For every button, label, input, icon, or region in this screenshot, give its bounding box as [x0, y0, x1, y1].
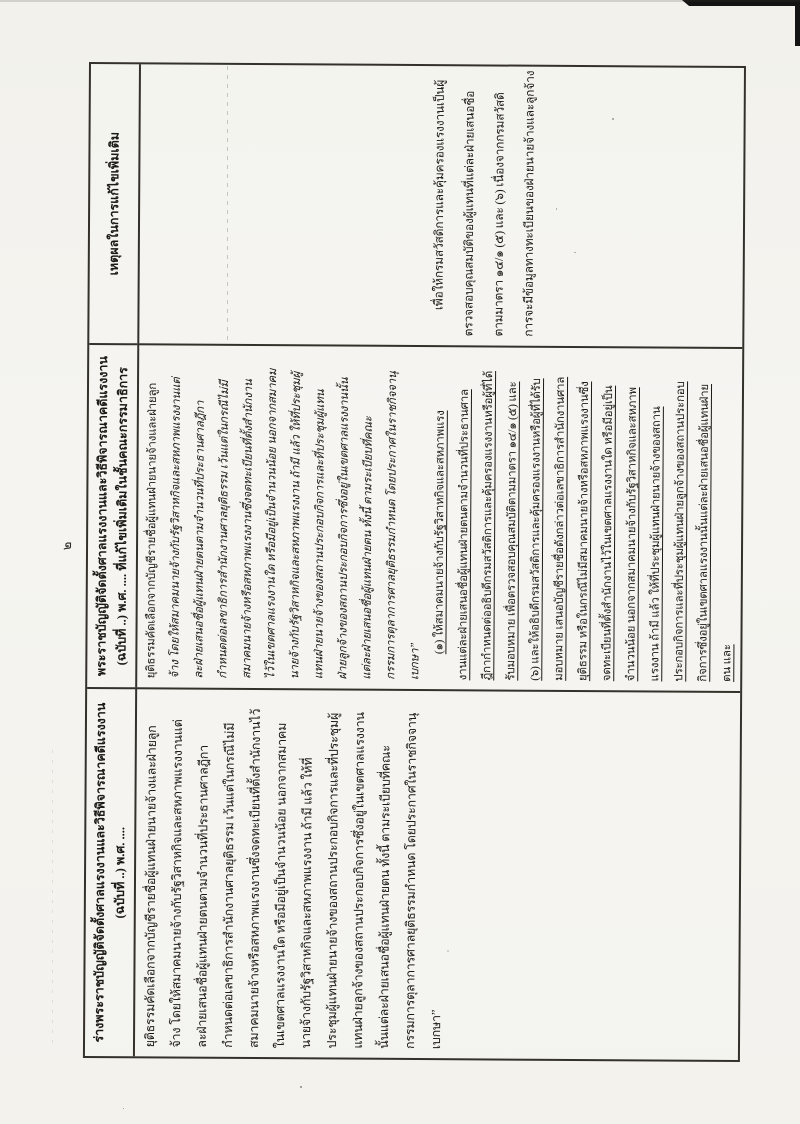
header-act-amended-by-committee: [87, 343, 137, 687]
rotated-content: [59, 62, 746, 1060]
text-line: (๑) ให้สมาคมนายจ้างกับรัฐวิสาหกิจและสหภาพแรง: [433, 410, 447, 655]
header-line: พระราชบัญญัติจัดตั้งศาลแรงงานและวิธีพิจารณาคดีแรงงาน: [94, 356, 111, 677]
scan-edge-artifact: [795, 0, 800, 46]
text-line: สมาคมนายจ้างหรือสหภาพแรงงานซึ่งจดทะเบียนที่ตั้งสำนักงานไว้: [246, 708, 264, 1049]
text-line: นายจ้างกับรัฐวิสาหกิจและสหภาพแรงงาน ถ้ามี แล้ว ให้ที่: [298, 757, 315, 1049]
text-line: กรรมการตุลาการศาลยุติธรรมกำหนด โดยประกาศในราชกิจจานุ: [402, 712, 420, 1050]
text-line: ตรวจสอบคุณสมบัติของผู้แทนที่แต่ละฝ่ายเสนอชื่อ: [461, 90, 477, 337]
header-amendment-reason: [89, 64, 139, 343]
text-line: ไว้ในเขตศาลแรงงานใด หรือมีอยู่เป็นจำนวนน้อย นอกจากสมาคม: [265, 368, 280, 680]
text-line: (๖) และให้อธิบดีกรมสวัสดิการและคุ้มครองแรงงานหรือผู้ที่ได้รับ: [529, 378, 544, 681]
text-line: จดทะเบียนที่ตั้งสำนักงานไว้ในเขตศาลแรงงานใด หรือมีอยู่เป็น: [601, 385, 616, 682]
scan-speck: [300, 1086, 302, 1088]
text-line: กิจการซึ่งอยู่ในเขตศาลแรงงานนั้นแต่ละฝ่ายเสนอชื่อผู้แทนฝ่าย: [697, 383, 712, 682]
text-line: ฝ่ายลูกจ้างของสถานประกอบกิจการซึ่งอยู่ในเขตศาลแรงงานนั้น: [337, 377, 352, 680]
text-line: จำนวนน้อย นอกจากสมาคมนายจ้างกับรัฐวิสาหกิจและสหภาพ: [625, 387, 640, 682]
header-line: (ฉบับที่ ..) พ.ศ. .... ที่แก้ไขเพิ่มเติมในชั้นคณะกรรมาธิการ: [114, 367, 131, 666]
amendment-reason-body-text: [139, 64, 545, 345]
text-line: ยุติธรรมคัดเลือกจากบัญชีรายชื่อผู้แทนฝ่ายนายจ้างและฝ่ายลูก: [142, 725, 159, 1048]
text-line: กำหนดต่อเลขาธิการสำนักงานศาลยุติธรรม เว้นแต่ในกรณีไม่มี: [217, 380, 232, 679]
readable-landscape-page: [59, 62, 746, 1062]
cell-act-amended-by-committee: [135, 343, 742, 691]
text-line: จ้าง โดยให้สมาคมนายจ้างกับรัฐวิสาหกิจและสหภาพแรงงานแต่: [169, 377, 184, 679]
text-line: จ้าง โดยให้สมาคมนายจ้างกับรัฐวิสาหกิจและสหภาพแรงงานแต่: [168, 719, 185, 1048]
text-line: ละฝ่ายเสนอชื่อผู้แทนฝ่ายตนตามจำนวนที่ประธานศาลฎีกา: [193, 400, 207, 679]
text-line: รับมอบหมาย เพื่อตรวจสอบคุณสมบัติตามมาตรา ๑๔/๑ (๕) และ: [505, 381, 520, 681]
header-draft-act: [85, 687, 135, 1056]
text-line: ฎีกากำหนดต่ออธิบดีกรมสวัสดิการและคุ้มครองแรงงานหรือผู้ที่ได้: [481, 370, 496, 681]
text-line: แทนฝ่ายนายจ้างของสถานประกอบกิจการและที่ประชุมผู้แทน: [313, 389, 328, 680]
text-line: งานแต่ละฝ่ายเสนอชื่อผู้แทนฝ่ายตนตามจำนวนที่ประธานศาล: [457, 389, 472, 681]
text-line: ประชุมผู้แทนฝ่ายนายจ้างของสถานประกอบกิจการและที่ประชุมผู้: [324, 712, 342, 1049]
text-line: ตามมาตรา ๑๔/๑ (๕) และ (๖) เนื่องจากกรมสวัสดิ: [491, 92, 507, 337]
text-line: มอบหมาย เสนอบัญชีรายชื่อดังกล่าวต่อเลขาธิการสำนักงานศาล: [553, 376, 568, 681]
text-line: แรงงาน ถ้ามี แล้ว ให้ที่ประชุมผู้แทนฝ่ายนายจ้างของสถาน: [649, 406, 663, 682]
text-line: กรรมการตุลาการศาลยุติธรรมกำหนด โดยประกาศในราชกิจจานุ: [385, 371, 400, 680]
text-line: เบกษา”: [428, 1009, 444, 1050]
text-line: แทนฝ่ายลูกจ้างของสถานประกอบกิจการซึ่งอยู่ในเขตศาลแรงงาน: [350, 712, 368, 1049]
draft-act-body-text: [135, 689, 451, 1058]
text-line: ยุติธรรม หรือในกรณีไม่มีสมาคมนายจ้างหรือสหภาพแรงงานซึ่ง: [577, 381, 592, 682]
committee-amended-body-text: [137, 345, 741, 691]
text-line: ยุติธรรมคัดเลือกจากบัญชีรายชื่อผู้แทนฝ่ายนายจ้างและฝ่ายลูก: [145, 382, 160, 679]
text-line: ละฝ่ายเสนอชื่อผู้แทนฝ่ายตนตามจำนวนที่ประธานศาลฎีกา: [194, 744, 211, 1048]
text-line: แต่ละฝ่ายเสนอชื่อผู้แทนฝ่ายตน ทั้งนี้ ตามระเบียบที่คณะ: [361, 416, 375, 680]
scan-speck: [123, 1108, 124, 1109]
paper-crease: [52, 750, 53, 1050]
cell-draft-act: [133, 687, 740, 1060]
text-line: สมาคมนายจ้างหรือสหภาพแรงงานซึ่งจดทะเบียนที่ตั้งสำนักงาน: [241, 379, 256, 680]
page-number: ๒: [59, 541, 75, 551]
text-line: ประกอบกิจการและที่ประชุมผู้แทนฝ่ายลูกจ้างของสถานประกอบ: [673, 381, 688, 682]
header-line: เหตุผลในการแก้ไขเพิ่มเติม: [106, 131, 122, 276]
scan-edge-artifact: [0, 0, 800, 2]
header-line: (ฉบับที่ ..) พ.ศ. ....: [112, 826, 128, 919]
header-line: ร่างพระราชบัญญัติจัดตั้งศาลแรงงานและวิธีพิจารณาคดีแรงงาน: [92, 702, 109, 1043]
text-line: เบกษา”: [409, 642, 422, 681]
text-line: นั้นแต่ละฝ่ายเสนอชื่อผู้แทนฝ่ายตน ทั้งนี้ ตามระเบียบที่คณะ: [376, 745, 393, 1049]
text-line: กำหนดต่อเลขาธิการสำนักงานศาลยุติธรรม เว้นแต่ในกรณีไม่มี: [220, 722, 237, 1048]
text-line: นายจ้างกับรัฐวิสาหกิจและสหภาพแรงงาน ถ้ามี แล้ว ให้ที่ประชุมผู้: [289, 371, 304, 680]
text-line: ในเขตศาลแรงงานใด หรือมีอยู่เป็นจำนวนน้อย นอกจากสมาคม: [272, 722, 289, 1049]
text-line: ตน และ: [721, 644, 734, 682]
text-line: เพื่อให้กรมสวัสดิการและคุ้มครองแรงงานเป็นผู้: [431, 79, 447, 311]
cell-amendment-reason: [137, 64, 744, 347]
comparison-table: [83, 62, 746, 1062]
text-line: การจะมีข้อมูลทางทะเบียนของฝ่ายนายจ้างและลูกจ้าง: [521, 70, 537, 337]
